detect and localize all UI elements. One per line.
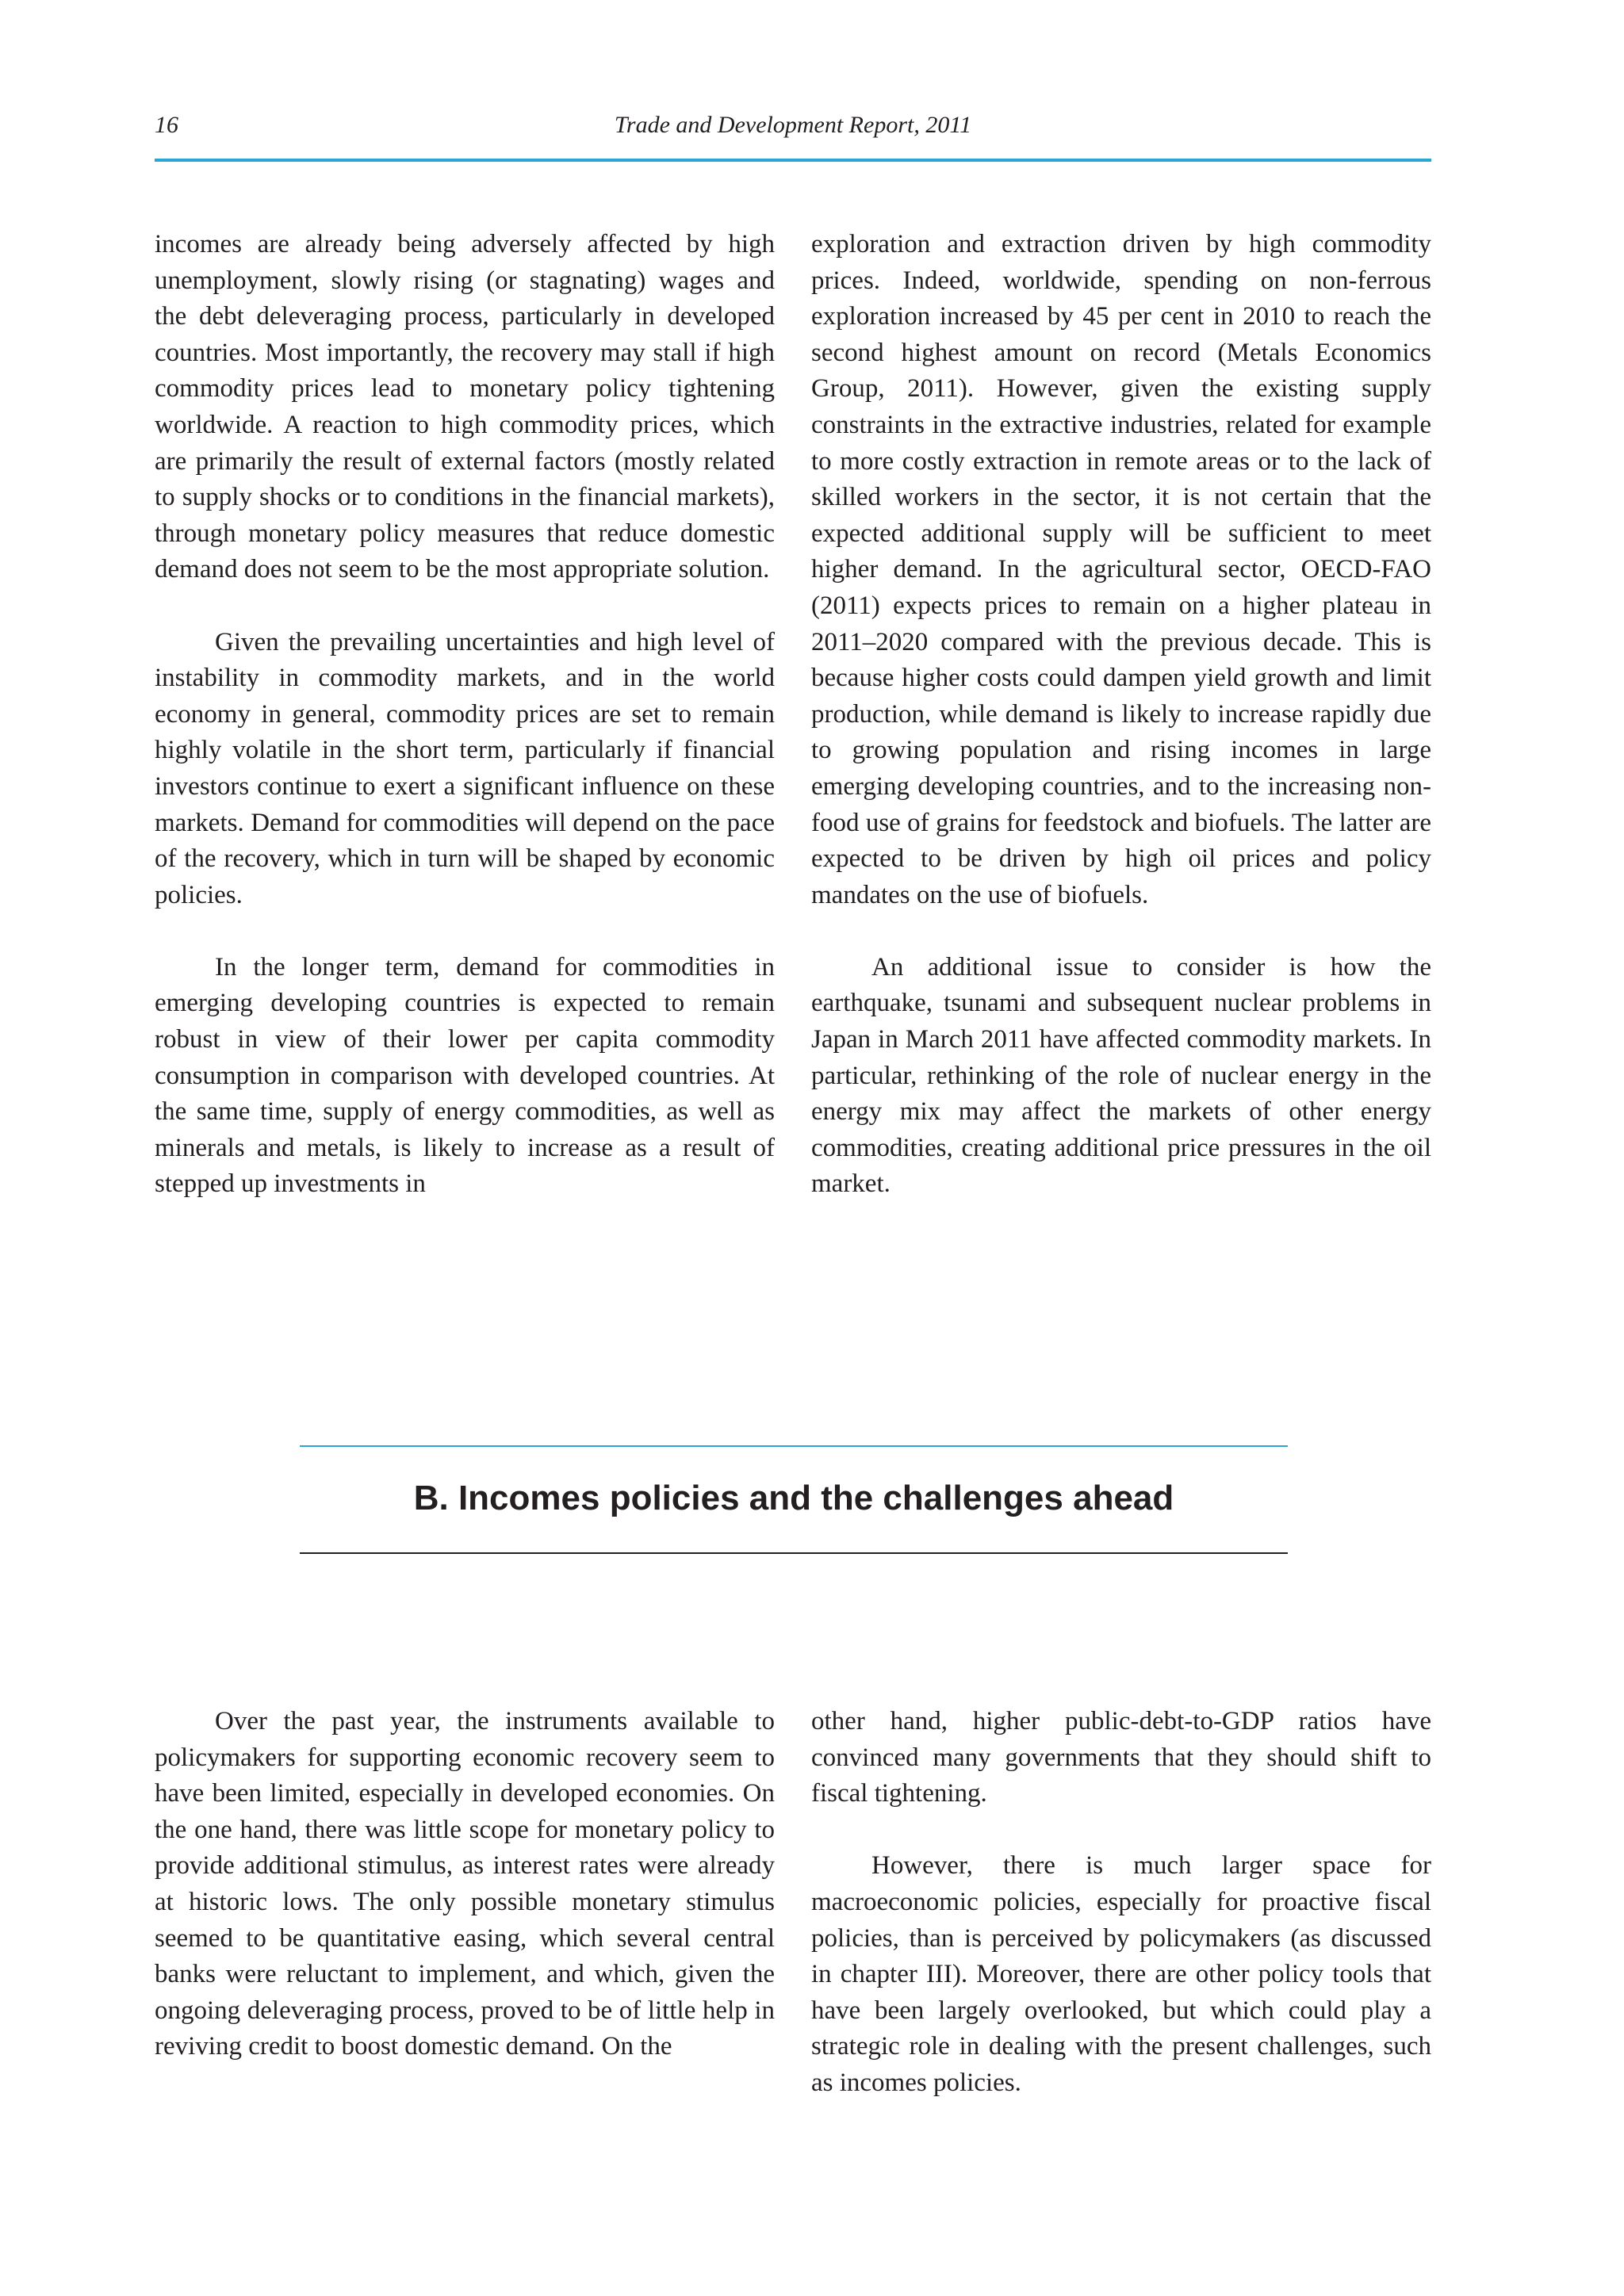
paragraph: An additional issue to consider is how the earthquake, tsunami and subsequent nuclear problems in Japan in March 2011 have affected commodity markets. In particular, rethinking of the role of nuclear energy in the energy mix may affect the markets of other energy commodities, creating additional price pressures in the oil market.	[811, 952, 1431, 1199]
paragraph: other hand, higher public-debt-to-GDP ratios have convinced many governments that they should shift to fiscal tightening.	[811, 1707, 1431, 1808]
header-rule	[155, 159, 1431, 162]
column-bottom-left	[155, 1704, 775, 2065]
section-rule-top	[300, 1445, 1288, 1447]
paragraph: Given the prevailing uncertainties and high level of instability in commodity markets, and in the world economy in general, commodity prices are set to remain highly volatile in the short term, particularly if financial investors continue to exert a significant influence on these markets. Demand for commodities will depend on the pace of the recovery, which in turn will be shaped by economic policies.	[155, 627, 775, 909]
column-top-right	[811, 227, 1431, 1203]
page-number: 16	[155, 112, 178, 138]
section-rule-bottom	[300, 1552, 1288, 1554]
running-title: Trade and Development Report, 2011	[614, 112, 972, 138]
column-bottom-right	[811, 1704, 1431, 2102]
column-top-left	[155, 227, 775, 1203]
paragraph: Over the past year, the instruments available to policymakers for supporting economic recovery seem to have been limited, especially in developed economies. On the one hand, there was little scope for monetary policy to provide additional stimulus, as interest rates were already at historic lows. The only possible monetary stimulus seemed to be quantitative easing, which several central banks were reluctant to implement, and which, given the ongoing deleveraging process, proved to be of little help in reviving credit to boost domestic demand. On the	[155, 1707, 775, 2061]
paragraph: incomes are already being adversely affected by high unemployment, slowly rising (or stagnating) wages and the debt deleveraging process, particularly in developed countries. Most importantly, the recovery may stall if high commodity prices lead to monetary policy tightening worldwide. A reaction to high commodity prices, which are primarily the result of external factors (mostly related to supply shocks or to conditions in the financial markets), through monetary policy measures that reduce domestic demand does not seem to be the most appropriate solution.	[155, 230, 775, 584]
paragraph: However, there is much larger space for macroeconomic policies, especially for proactive fiscal policies, than is perceived by policymakers (as discussed in chapter III). Moreover, there are other policy tools that have been largely overlooked, but which could play a strategic role in dealing with the present challenges, such as incomes policies.	[811, 1851, 1431, 2097]
page-header	[155, 111, 1431, 159]
section-title: B. Incomes policies and the challenges ahead	[413, 1479, 1174, 1517]
paragraph: exploration and extraction driven by high commodity prices. Indeed, worldwide, spending on non-ferrous exploration increased by 45 per cent in 2010 to reach the second highest amount on record (Metals Economics Group, 2011). However, given the existing supply constraints in the extractive industries, related for example to more costly extraction in remote areas or to the lack of skilled workers in the sector, it is not certain that the expected additional supply will be sufficient to meet higher demand. In the agricultural sector, OECD-FAO (2011) expects prices to remain on a higher plateau in 2011–2020 compared with the previous decade. This is because higher costs could dampen yield growth and limit production, while demand is likely to increase rapidly due to growing population and rising incomes in large emerging developing countries, and to the increasing non-food use of grains for feedstock and biofuels. The latter are expected to be driven by high oil prices and policy mandates on the use of biofuels.	[811, 230, 1431, 909]
paragraph: In the longer term, demand for commodities in emerging developing countries is expected to remain robust in view of their lower per capita commodity consumption in comparison with developed countries. At the same time, supply of energy commodities, as well as minerals and metals, is likely to increase as a result of stepped up investments in	[155, 952, 775, 1199]
